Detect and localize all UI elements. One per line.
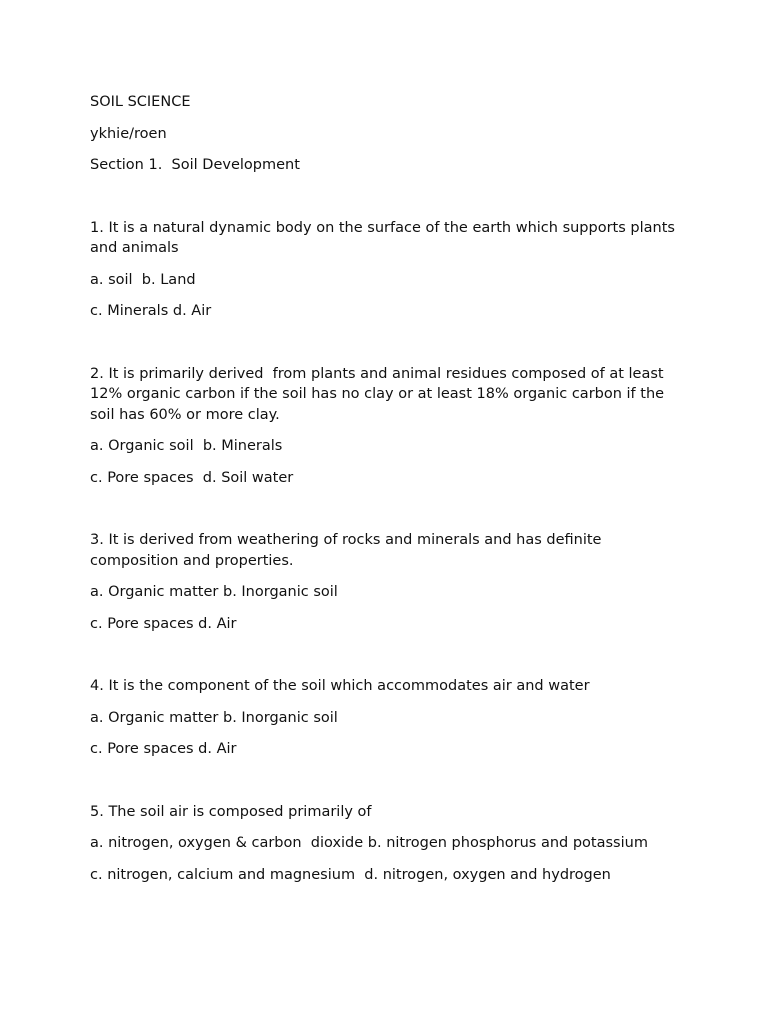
question-block-2 bbox=[90, 364, 690, 489]
question-block-1 bbox=[90, 218, 690, 322]
question-options-row: c. Pore spaces d. Air bbox=[90, 741, 237, 757]
question-block-3 bbox=[90, 530, 690, 634]
question-options-row: c. Pore spaces d. Air bbox=[90, 615, 237, 632]
document-author: ykhie/roen bbox=[90, 125, 167, 142]
question-text: 5. The soil air is composed primarily of bbox=[90, 803, 372, 820]
question-options-row: c. Minerals d. Air bbox=[90, 303, 212, 319]
question-options-row: c. Pore spaces d. Soil water bbox=[90, 469, 294, 486]
question-text: 3. It is derived from weathering of rocks and minerals and has definite composition and properties. bbox=[90, 532, 607, 569]
question-options-row: a. Organic matter b. Inorganic soil bbox=[90, 584, 338, 600]
question-options-row: c. nitrogen, calcium and magnesium d. nitrogen, oxygen and hydrogen bbox=[90, 866, 611, 883]
section-title: Section 1. Soil Development bbox=[90, 157, 300, 173]
question-text: 4. It is the component of the soil which accommodates air and water bbox=[90, 678, 590, 694]
question-block-5 bbox=[90, 802, 690, 886]
question-text: 1. It is a natural dynamic body on the surface of the earth which supports plants and animals bbox=[90, 219, 680, 256]
question-options-row: a. nitrogen, oxygen & carbon dioxide b. nitrogen phosphorus and potassium bbox=[90, 835, 648, 851]
question-options-row: a. Organic soil b. Minerals bbox=[90, 438, 283, 454]
document-page bbox=[90, 92, 690, 927]
question-options-row: a. soil b. Land bbox=[90, 271, 196, 288]
question-options-row: a. Organic matter b. Inorganic soil bbox=[90, 709, 338, 726]
question-block-4 bbox=[90, 676, 690, 760]
question-text: 2. It is primarily derived from plants and animal residues composed of at least 12% organic carbon if the soil has no clay or at least 18% organic carbon if the soil has 60% or more clay. bbox=[90, 365, 669, 423]
document-title: SOIL SCIENCE bbox=[90, 94, 191, 110]
